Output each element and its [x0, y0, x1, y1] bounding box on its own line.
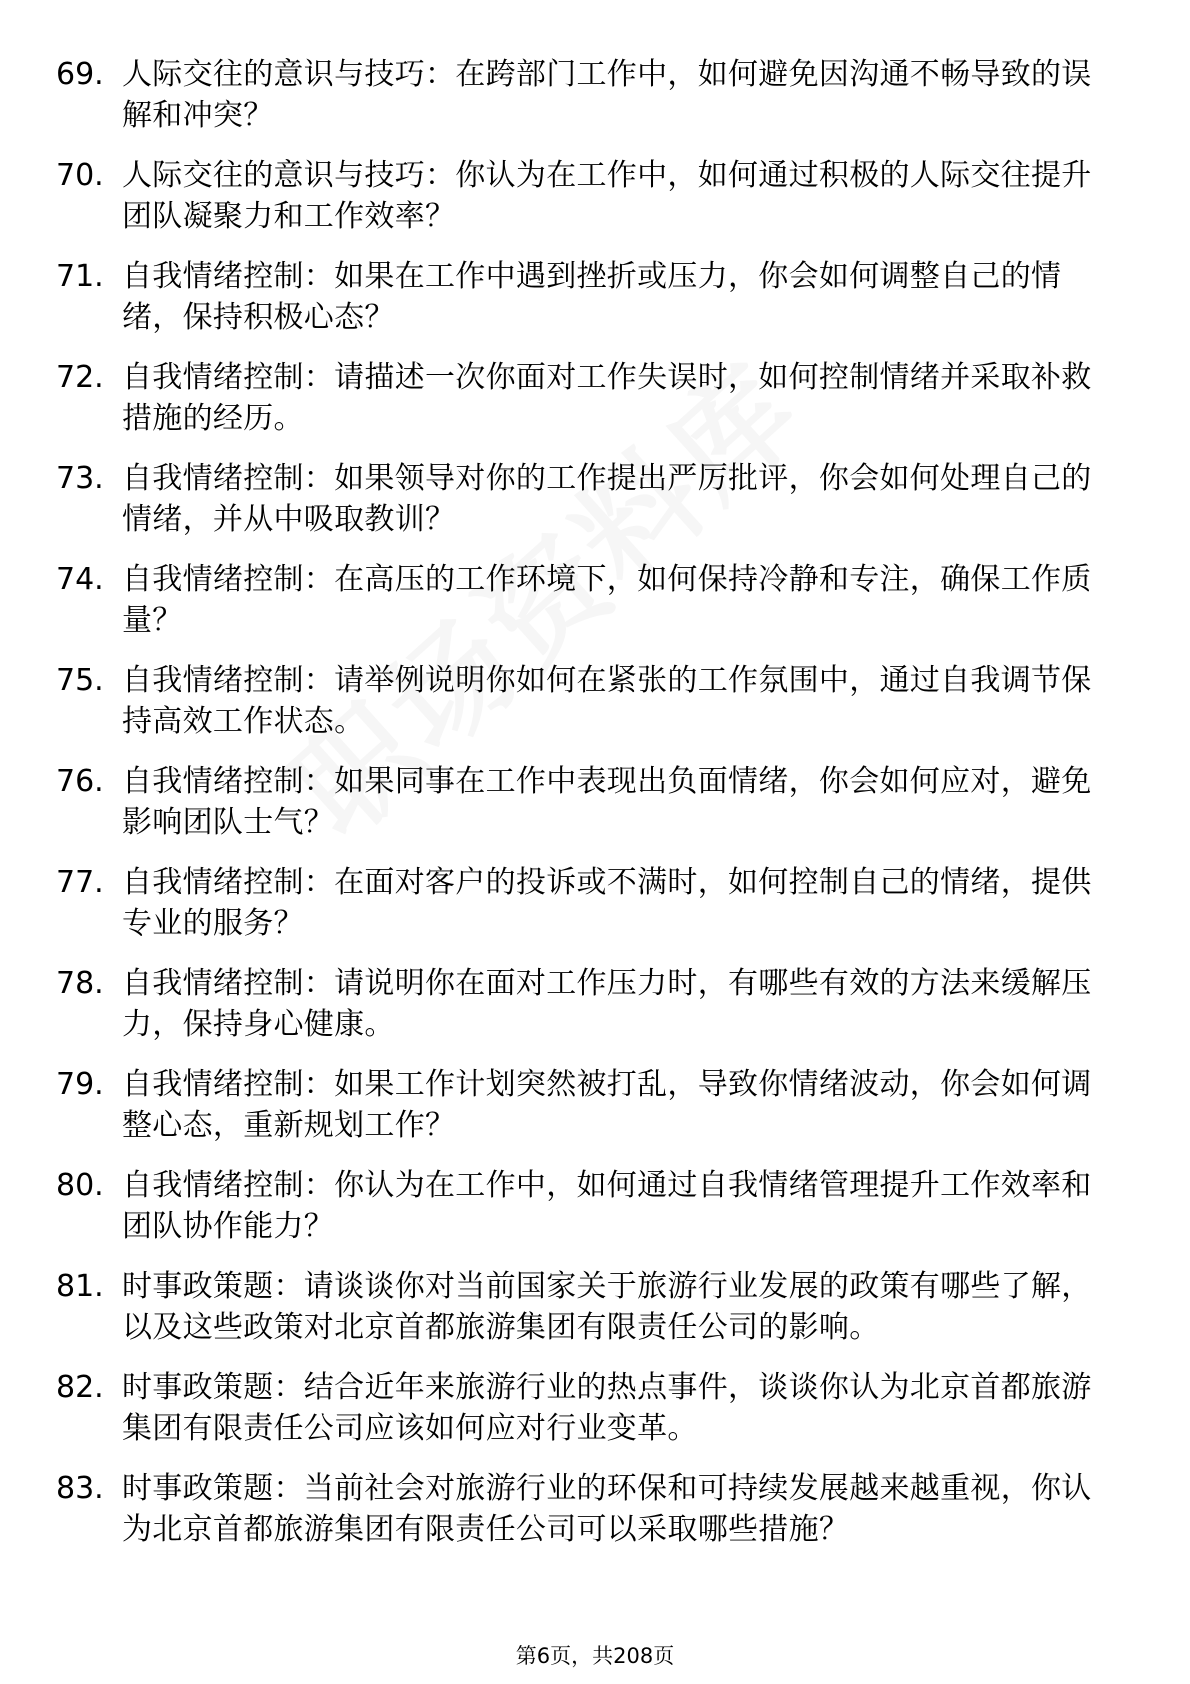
question-number: 75.: [56, 663, 104, 698]
question-text: 自我情绪控制：如果在工作中遇到挫折或压力，你会如何调整自己的情绪，保持积极心态？: [122, 259, 1062, 335]
question-text: 自我情绪控制：如果工作计划突然被打乱，导致你情绪波动，你会如何调整心态，重新规划工作？: [122, 1067, 1092, 1143]
question-number: 83.: [56, 1471, 104, 1506]
question-text: 自我情绪控制：如果同事在工作中表现出负面情绪，你会如何应对，避免影响团队士气？: [122, 764, 1092, 840]
question-number: 78.: [56, 966, 104, 1001]
question-text: 自我情绪控制：在面对客户的投诉或不满时，如何控制自己的情绪，提供专业的服务？: [122, 865, 1092, 941]
question-number: 74.: [56, 562, 104, 597]
question-item: [56, 1064, 1106, 1146]
question-item: [56, 559, 1106, 641]
question-item: [56, 1165, 1106, 1247]
question-text: 时事政策题：结合近年来旅游行业的热点事件，谈谈你认为北京首都旅游集团有限责任公司应该如何应对行业变革。: [122, 1370, 1092, 1446]
page-number-label: 第6页，共208页: [515, 1644, 675, 1668]
question-number: 70.: [56, 158, 104, 193]
question-number: 69.: [56, 57, 104, 92]
question-item: [56, 458, 1106, 540]
question-number: 76.: [56, 764, 104, 799]
page-footer: [0, 1643, 1190, 1669]
question-item: [56, 862, 1106, 944]
question-text: 自我情绪控制：请说明你在面对工作压力时，有哪些有效的方法来缓解压力，保持身心健康。: [122, 966, 1092, 1042]
question-number: 73.: [56, 461, 104, 496]
question-item: [56, 155, 1106, 237]
question-item: [56, 761, 1106, 843]
question-text: 自我情绪控制：请举例说明你如何在紧张的工作氛围中，通过自我调节保持高效工作状态。: [122, 663, 1092, 739]
question-text: 自我情绪控制：请描述一次你面对工作失误时，如何控制情绪并采取补救措施的经历。: [122, 360, 1092, 436]
question-text: 人际交往的意识与技巧：在跨部门工作中，如何避免因沟通不畅导致的误解和冲突？: [122, 57, 1092, 133]
question-item: [56, 54, 1106, 136]
question-item: [56, 660, 1106, 742]
question-item: [56, 963, 1106, 1045]
question-text: 时事政策题：请谈谈你对当前国家关于旅游行业发展的政策有哪些了解，以及这些政策对北京首都旅游集团有限责任公司的影响。: [122, 1269, 1092, 1345]
question-item: [56, 1266, 1106, 1348]
question-item: [56, 1367, 1106, 1449]
question-item: [56, 357, 1106, 439]
question-text: 自我情绪控制：你认为在工作中，如何通过自我情绪管理提升工作效率和团队协作能力？: [122, 1168, 1092, 1244]
question-number: 81.: [56, 1269, 104, 1304]
question-text: 自我情绪控制：在高压的工作环境下，如何保持冷静和专注，确保工作质量？: [122, 562, 1092, 638]
question-number: 79.: [56, 1067, 104, 1102]
question-number: 72.: [56, 360, 104, 395]
question-number: 82.: [56, 1370, 104, 1405]
question-item: [56, 1468, 1106, 1550]
question-number: 80.: [56, 1168, 104, 1203]
question-number: 71.: [56, 259, 104, 294]
question-list: [56, 54, 1106, 1569]
question-text: 时事政策题：当前社会对旅游行业的环保和可持续发展越来越重视，你认为北京首都旅游集团有限责任公司可以采取哪些措施？: [122, 1471, 1092, 1547]
question-text: 人际交往的意识与技巧：你认为在工作中，如何通过积极的人际交往提升团队凝聚力和工作效率？: [122, 158, 1092, 234]
question-number: 77.: [56, 865, 104, 900]
question-text: 自我情绪控制：如果领导对你的工作提出严厉批评，你会如何处理自己的情绪，并从中吸取教训？: [122, 461, 1092, 537]
question-item: [56, 256, 1106, 338]
